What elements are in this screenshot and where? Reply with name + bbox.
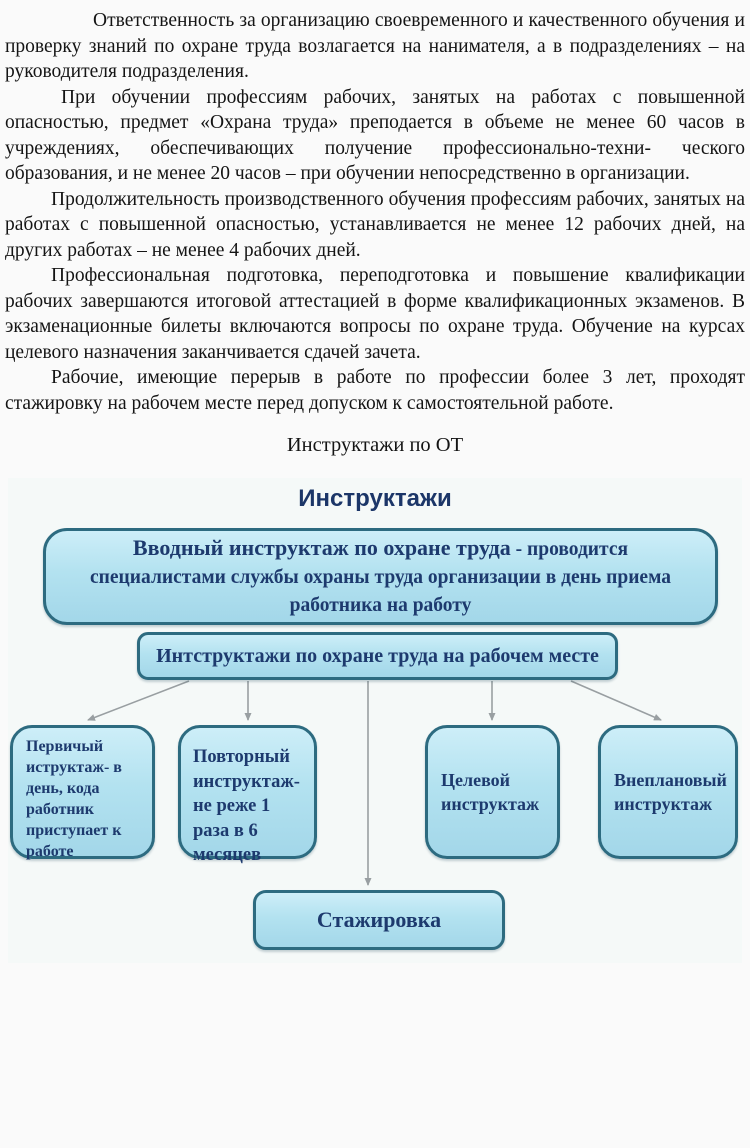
paragraph-training-hours: При обучении профессиям рабочих, занятых на работах с повышенной опасностью, предмет «Охрана труда» преподается в объеме не менее 60 часов в учреждениях, обеспечивающих получение профессионально-техни- ческого образования, и не менее 20 часов – при обучении непосредственно в организации. <box>5 86 745 184</box>
paragraph-attestation: Профессиональная подготовка, переподготовка и повышение квалификации рабочих завершаются итоговой аттестацией в форме квалификационных экзаменов. В экзаменационные билеты включаются вопросы по охране труда. Обучение на курсах целевого назначения заканчивается сдачей зачета. <box>5 265 745 363</box>
vvodny-instruktazh-text <box>46 534 715 620</box>
vvodny-instruktazh-lead: Вводный инструктаж по охране труда <box>132 534 511 560</box>
workplace-instruktazhi-box: Интструктажи по охране труда на рабочем месте <box>137 632 618 680</box>
paragraph-responsibility: Ответственность за организацию своевременного и качественного обучения и проверку знаний по охране труда возлагается на нанимателя, а в подразделениях – на руководителя подразделения. <box>5 10 745 82</box>
document-text <box>0 0 750 416</box>
vvodny-instruktazh-description: - проводится специалистами службы охраны труда организации в день приема работника на работу <box>90 538 671 616</box>
section-heading: Инструктажи по ОТ <box>286 434 464 456</box>
paragraph-training-duration: Продолжительность производственного обучения профессиям рабочих, занятых на работах с повышенной опасностью, устанавливается не менее 12 рабочих дней, на других работах – не менее 4 рабочих дней. <box>5 188 745 261</box>
diagram-title: Инструктажи <box>298 485 452 512</box>
paragraph-stazhirovka: Рабочие, имеющие перерыв в работе по профессии более 3 лет, проходят стажировку на рабочем месте перед допуском к самостоятельной работе. <box>5 367 745 414</box>
tselevoy-instruktazh-box: Целевой инструктаж <box>425 725 560 859</box>
vneplanovy-instruktazh-box: Внеплановый инструктаж <box>598 725 738 859</box>
povtorny-instruktazh-box: Повторный инструктаж- не реже 1 раза в 6 месяцев <box>178 725 317 859</box>
pervichny-instruktazh-box: Первичый иструктаж- в день, кода работник приступает к работе <box>10 725 155 859</box>
vvodny-instruktazh-box <box>43 528 718 625</box>
instruktazhi-diagram <box>8 478 742 963</box>
stazhirovka-box: Стажировка <box>253 890 505 950</box>
